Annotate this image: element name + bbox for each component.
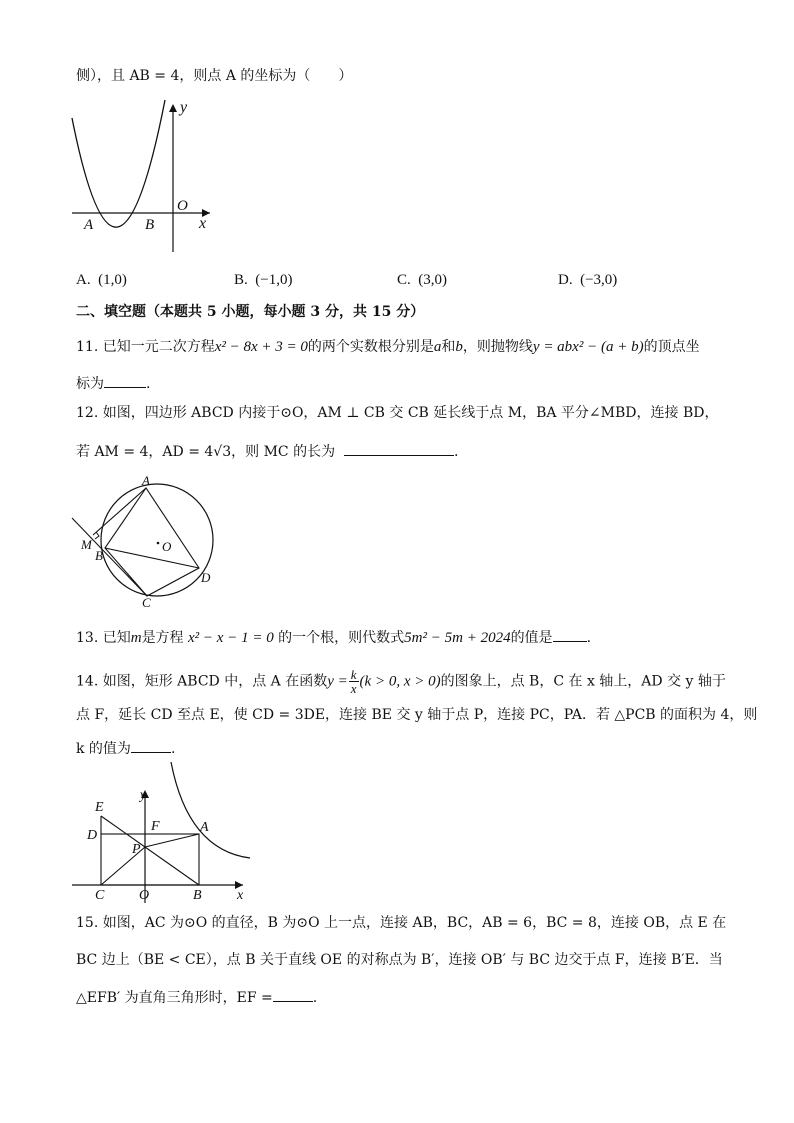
q10-label-x: x [199, 215, 207, 232]
q12-label-m: M [81, 537, 92, 552]
q15-line-3: △EFB′ 为直角三角形时，EF = . [76, 987, 317, 1008]
q14-label-a: A [200, 820, 209, 835]
q11-line-1: 11. 已知一元二次方程x² − 8x + 3 = 0的两个实数根分别是a和b，则抛物线y = abx² − (a + b)的顶点坐 [76, 339, 700, 355]
q14-segment-be [101, 816, 199, 885]
q12-label-a: A [142, 473, 150, 488]
q10-label-b: B [145, 217, 155, 233]
section-heading: 二、填空题（本题共 5 小题，每小题 3 分，共 15 分） [76, 304, 425, 320]
q10-option-c: C. (3,0) [397, 272, 448, 288]
q15-answer-blank[interactable] [273, 987, 313, 1002]
q10-label-o: O [177, 198, 188, 214]
q12-line-2: 若 AM = 4，AD = 4√3，则 MC 的长为 . [76, 441, 458, 462]
q14-rect-abcd [101, 834, 199, 885]
q14-segment-pa [145, 834, 199, 847]
q14-label-y: y [140, 788, 147, 803]
q14-label-x: x [237, 888, 244, 903]
q14-label-c: C [95, 888, 105, 903]
q14-label-b: B [193, 888, 202, 903]
q10-option-d: D. (−3,0) [558, 272, 618, 288]
q10-label-y: y [180, 99, 188, 116]
q14-line-2: 点 F，延长 CD 至点 E，使 CD = 3DE，连接 BE 交 y 轴于点 P，连接 PC，PA．若 △PCB 的面积为 4，则 [76, 707, 758, 723]
q14-label-f: F [151, 819, 160, 834]
q14-hyperbola [171, 762, 250, 858]
q12-label-c: C [142, 595, 151, 610]
q10-stem-tail: 侧），且 AB = 4，则点 A 的坐标为（ ） [76, 68, 353, 84]
q13-line: 13. 已知m是方程 x² − x − 1 = 0 的一个根，则代数式5m² − 5m + 2024的值是 . [76, 627, 591, 648]
q12-line-1: 12. 如图，四边形 ABCD 内接于⊙O，AM ⊥ CB 交 CB 延长线于点 M，BA 平分∠MBD，连接 BD， [76, 405, 719, 421]
q11-line-2: 标为 . [76, 373, 150, 394]
q12-label-o: O [162, 539, 172, 554]
q14-label-e: E [95, 800, 104, 815]
q14-label-p: P [132, 842, 141, 857]
q10-option-a: A. (1,0) [76, 272, 127, 288]
q12-label-b: B [95, 548, 103, 563]
q14-label-o: O [139, 888, 150, 903]
q14-line-3: k 的值为 . [76, 738, 175, 759]
q15-line-1: 15. 如图，AC 为⊙O 的直径，B 为⊙O 上一点，连接 AB，BC，AB = 6，BC = 8，连接 OB，点 E 在 [76, 915, 727, 931]
q14-label-d: D [87, 828, 98, 843]
q12-label-d: D [201, 570, 211, 585]
q14-line-1: 14. 如图，矩形 ABCD 中，点 A 在函数y = $\frac{k}{x}$ (k > 0, x > 0)的图象上，点 B，C 在 x 轴上，AD 交 y 轴于 [76, 667, 726, 696]
q10-option-b: B. (−1,0) [234, 272, 293, 288]
q10-label-a: A [84, 217, 94, 233]
q15-line-2: BC 边上（BE < CE），点 B 关于直线 OE 的对称点为 B′，连接 OB′ 与 BC 边交于点 F，连接 B′E．当 [76, 952, 723, 968]
q14-fraction: $\frac{k}{x}$ [350, 667, 357, 696]
